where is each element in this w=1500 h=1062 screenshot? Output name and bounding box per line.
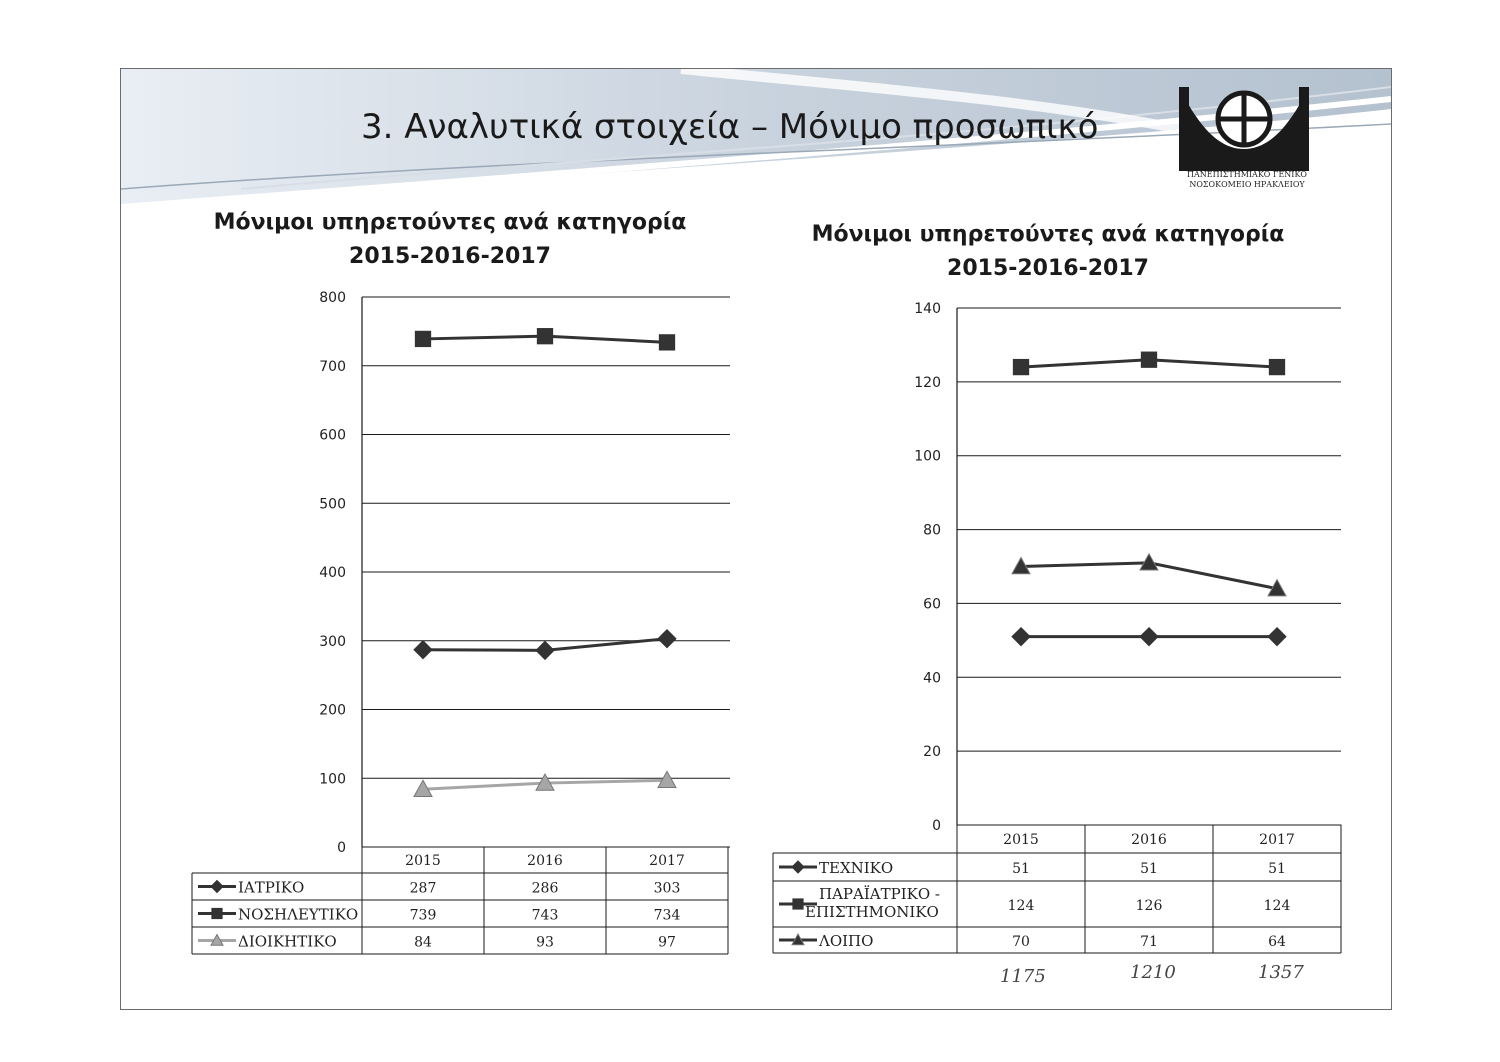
chart2-title-line1: Μόνιμοι υπηρετούντες ανά κατηγορία xyxy=(811,222,1285,247)
chart2-data-label-2-3: 124 xyxy=(1263,898,1291,914)
chart2-category-label: 2016 xyxy=(1131,832,1167,848)
chart2-point-1-3 xyxy=(1268,628,1286,646)
chart2-category-label: 2017 xyxy=(1259,832,1295,848)
chart1-ytick-label: 800 xyxy=(319,290,346,306)
chart1-series-name-1: ΙΑΤΡΙΚΟ xyxy=(238,878,305,897)
chart1-point-1-1 xyxy=(414,641,432,659)
chart2-point-2-3 xyxy=(1269,359,1284,374)
chart2-series-name-1: ΤΕΧΝΙΚΟ xyxy=(819,859,894,877)
chart1-data-label-2-1: 739 xyxy=(409,907,437,924)
chart2-ytick-label: 100 xyxy=(914,448,941,465)
chart1-point-1-3 xyxy=(658,630,676,648)
logo-caption-line1: ΠΑΝΕΠΙΣΤΗΜΙΑΚΟ ΓΕΝΙΚΟ xyxy=(1187,170,1307,179)
chart2-data-label-3-2: 71 xyxy=(1140,934,1158,950)
chart2-row-2-legend-marker-icon xyxy=(793,899,803,909)
chart2-data-label-2-2: 126 xyxy=(1135,898,1163,914)
chart1-category-label: 2016 xyxy=(527,853,563,869)
chart1-row-1-legend-marker-icon xyxy=(211,881,223,893)
chart2-data-label-1-1: 51 xyxy=(1012,861,1030,877)
handwritten-total-2016: 1210 xyxy=(1130,962,1176,983)
chart1-ytick-label: 600 xyxy=(319,427,346,444)
chart1-ytick-label: 400 xyxy=(319,565,346,581)
chart1-category-label: 2017 xyxy=(649,853,685,869)
chart1-series-name-2: ΝΟΣΗΛΕΥΤΙΚΟ xyxy=(238,905,359,924)
chart1-ytick-label: 700 xyxy=(319,358,346,375)
handwritten-total-2015: 1175 xyxy=(1000,966,1046,987)
chart2-data-label-1-3: 51 xyxy=(1268,861,1286,877)
chart2-series-name-3: ΛΟΙΠΟ xyxy=(819,932,874,950)
chart2-point-1-1 xyxy=(1012,628,1030,646)
chart1-ytick-label: 500 xyxy=(319,496,346,513)
chart2-point-2-1 xyxy=(1013,359,1028,374)
chart1-point-2-3 xyxy=(659,335,674,350)
chart1-ytick-label: 0 xyxy=(337,840,346,856)
chart2-category-label: 2015 xyxy=(1003,832,1039,848)
chart1-ytick-label: 300 xyxy=(319,633,346,650)
chart2-row-1-legend-marker-icon xyxy=(792,861,804,873)
chart1-series-name-3: ΔΙΟΙΚΗΤΙΚΟ xyxy=(238,932,337,951)
chart2-ytick-label: 40 xyxy=(923,670,941,687)
chart1-data-label-2-3: 734 xyxy=(653,907,681,924)
chart2-data-label-3-3: 64 xyxy=(1268,934,1286,950)
chart1-data-label-1-1: 287 xyxy=(409,880,437,897)
chart1-data-label-3-1: 84 xyxy=(414,934,432,951)
slide-title: 3. Αναλυτικά στοιχεία – Μόνιμο προσωπικό xyxy=(361,107,1099,147)
chart1-data-label-3-2: 93 xyxy=(536,934,554,951)
chart1-data-label-3-3: 97 xyxy=(658,934,676,951)
chart1-data-label-2-2: 743 xyxy=(531,907,559,924)
chart2-ytick-label: 140 xyxy=(914,301,941,317)
chart1-category-label: 2015 xyxy=(405,853,441,869)
chart1-point-1-2 xyxy=(536,641,554,659)
chart1-title-line2: 2015-2016-2017 xyxy=(349,244,551,269)
chart2-point-1-2 xyxy=(1140,628,1158,646)
chart2-point-2-2 xyxy=(1141,352,1156,367)
handwritten-total-2017: 1357 xyxy=(1258,962,1304,983)
chart2-title-line2: 2015-2016-2017 xyxy=(947,256,1149,281)
chart2-ytick-label: 60 xyxy=(923,596,941,613)
chart1-point-2-1 xyxy=(415,331,430,346)
chart1-title-line1: Μόνιμοι υπηρετούντες ανά κατηγορία xyxy=(213,210,687,235)
chart2-ytick-label: 120 xyxy=(914,374,941,391)
chart2-data-label-1-2: 51 xyxy=(1140,861,1158,877)
chart1-data-label-1-3: 303 xyxy=(653,880,681,897)
logo-caption-line2: ΝΟΣΟΚΟΜΕΙΟ ΗΡΑΚΛΕΙΟΥ xyxy=(1189,180,1305,189)
chart1-ytick-label: 100 xyxy=(319,771,346,788)
chart2-ytick-label: 0 xyxy=(932,818,941,834)
chart1-data-label-1-2: 286 xyxy=(531,880,559,897)
chart1-ytick-label: 200 xyxy=(319,702,346,719)
chart2-data-label-2-1: 124 xyxy=(1007,898,1035,914)
chart2-series-name-2: ΠΑΡΑΪΑΤΡΙΚΟ -ΕΠΙΣΤΗΜΟΝΙΚΟ xyxy=(805,885,940,921)
chart2-ytick-label: 80 xyxy=(923,522,941,539)
chart1-row-2-legend-marker-icon xyxy=(212,908,222,918)
chart2-data-label-3-1: 70 xyxy=(1012,934,1030,950)
chart2-ytick-label: 20 xyxy=(923,744,941,761)
chart1-point-2-2 xyxy=(537,329,552,344)
